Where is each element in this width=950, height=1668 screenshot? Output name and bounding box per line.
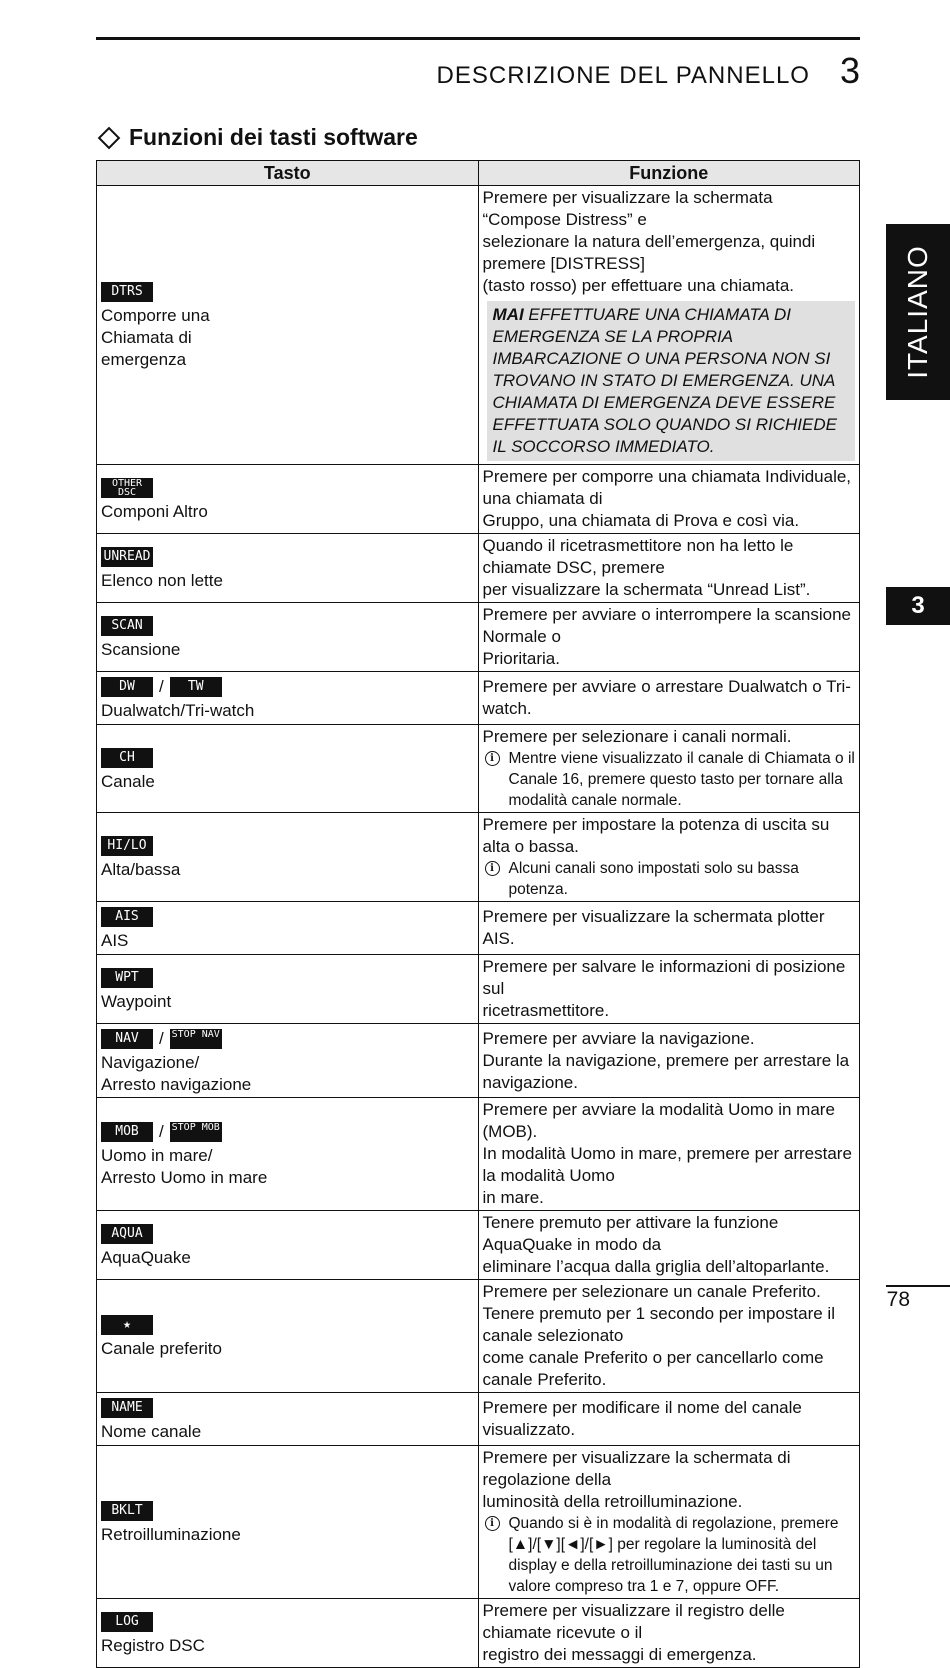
softkey-wpt: WPT (101, 968, 153, 988)
key-buttons (101, 1395, 474, 1421)
function-cell (478, 1211, 860, 1280)
key-name: Nome canale (101, 1422, 202, 1441)
key-buttons (101, 674, 474, 700)
info-note-text: Mentre viene visualizzato il canale di Chiamata o il Canale 16, premere questo tasto per tornare alla modalità canale normale. (508, 750, 855, 809)
key-cell (97, 1446, 479, 1599)
function-cell (478, 465, 860, 534)
key-buttons (101, 613, 474, 639)
key-name: Elenco non lette (101, 571, 223, 590)
key-buttons (101, 1312, 474, 1338)
function-cell (478, 1446, 860, 1599)
table-row (97, 534, 860, 603)
key-separator: / (159, 677, 164, 696)
key-buttons (101, 1498, 474, 1524)
softkey-mob: MOB (101, 1122, 153, 1142)
function-cell (478, 1098, 860, 1211)
softkey-name: NAME (101, 1398, 153, 1418)
softkey-ais: AIS (101, 907, 153, 927)
key-cell (97, 465, 479, 534)
softkey-nav: NAV (101, 1029, 153, 1049)
table-row (97, 1393, 860, 1446)
function-cell (478, 813, 860, 902)
top-rule (96, 37, 860, 40)
info-note (483, 748, 856, 811)
diamond-icon (98, 126, 121, 149)
chapter-number: 3 (839, 50, 860, 91)
function-text: ricetrasmettitore. (482, 1001, 610, 1020)
key-buttons (101, 904, 474, 930)
table-row (97, 955, 860, 1024)
function-text: Premere per modificare il nome del canale visualizzato. (482, 1398, 802, 1439)
key-cell (97, 186, 479, 465)
key-name: emergenza (101, 350, 187, 369)
key-cell (97, 902, 479, 955)
warning-emphasis: MAI (492, 305, 524, 324)
key-cell (97, 1599, 479, 1668)
key-name: Canale preferito (101, 1339, 222, 1358)
key-cell (97, 1024, 479, 1098)
softkey-aqua: AQUA (101, 1224, 153, 1244)
table-header-row (97, 161, 860, 186)
function-text: Premere per visualizzare la schermata “Compose Distress” e (482, 188, 773, 229)
function-text: Gruppo, una chiamata di Prova e così via. (482, 511, 800, 530)
key-name: Waypoint (101, 992, 172, 1011)
key-cell (97, 534, 479, 603)
language-label: ITALIANO (902, 245, 933, 379)
table-row (97, 1211, 860, 1280)
table-row (97, 1599, 860, 1668)
info-note-text: Alcuni canali sono impostati solo su bassa potenza. (508, 860, 799, 898)
warning-text: EFFETTUARE UNA CHIAMATA DI EMERGENZA SE LA PROPRIA IMBARCAZIONE O UNA PERSONA NON SI TROVANO IN STATO DI EMERGENZA. UNA CHIAMATA DI EMERGENZA DEVE ESSERE EFFETTUATA SOLO QUANDO SI RICHIEDE IL SOCCORSO IMMEDIATO. (492, 305, 837, 456)
function-text: selezionare la natura dell’emergenza, quindi premere [DISTRESS] (482, 232, 816, 273)
softkey-scan: SCAN (101, 616, 153, 636)
function-text: luminosità della retroilluminazione. (482, 1492, 743, 1511)
key-name: Arresto navigazione (101, 1074, 252, 1094)
function-text: Premere per avviare o arrestare Dualwatch o Tri-watch. (482, 677, 851, 718)
function-text: Premere per salvare le informazioni di posizione sul (482, 957, 846, 998)
function-cell (478, 725, 860, 813)
function-text: Premere per selezionare un canale Preferito. (482, 1282, 821, 1301)
key-name: Componi Altro (101, 502, 208, 521)
key-name: Chiamata di (101, 328, 192, 347)
info-note (483, 1513, 856, 1597)
softkey-dw: DW (101, 677, 153, 697)
key-buttons (101, 1221, 474, 1247)
key-name: Dualwatch/Tri-watch (101, 701, 255, 720)
key-buttons (101, 544, 474, 570)
softkey-bklt: BKLT (101, 1501, 153, 1521)
key-cell (97, 813, 479, 902)
table-body (97, 186, 860, 1668)
key-name: Comporre una (101, 306, 210, 325)
table-row (97, 1446, 860, 1599)
function-text: Tenere premuto per 1 secondo per impostare il canale selezionato (482, 1304, 835, 1345)
key-buttons (101, 1119, 474, 1145)
info-icon: i (485, 861, 500, 876)
function-text: Premere per selezionare i canali normali. (482, 727, 792, 746)
function-cell (478, 1024, 860, 1098)
softkey-log: LOG (101, 1612, 153, 1632)
section-title-text: Funzioni dei tasti software (129, 124, 418, 150)
softkey-hi-lo: HI/LO (101, 836, 153, 856)
function-text: Premere per impostare la potenza di uscita su alta o bassa. (482, 815, 830, 856)
function-text: (tasto rosso) per effettuare una chiamata. (482, 276, 795, 295)
function-cell (478, 902, 860, 955)
key-cell (97, 725, 479, 813)
chapter-title: DESCRIZIONE DEL PANNELLO (436, 62, 810, 89)
function-cell (478, 1393, 860, 1446)
function-text: eliminare l’acqua dalla griglia dell’altoparlante. (482, 1257, 830, 1276)
key-name: Alta/bassa (101, 860, 181, 879)
table-row (97, 902, 860, 955)
softkey-tw: TW (170, 677, 222, 697)
table-row (97, 672, 860, 725)
table-row (97, 603, 860, 672)
table-row (97, 813, 860, 902)
table-row (97, 1280, 860, 1393)
key-separator: / (159, 1122, 164, 1141)
softkey-ch: CH (101, 748, 153, 768)
info-note-text: Quando si è in modalità di regolazione, premere [▲]/[▼][◄]/[►] per regolare la luminosità del display e della retroilluminazione dei tasti su un valore compreso tra 1 e 7, oppure OFF. (508, 1515, 839, 1595)
software-keys-table (96, 160, 860, 1668)
function-text: In modalità Uomo in mare, premere per arrestare la modalità Uomo (482, 1144, 852, 1185)
key-buttons (101, 1026, 474, 1052)
key-cell (97, 1098, 479, 1211)
function-text: Durante la navigazione, premere per arrestare la navigazione. (482, 1050, 850, 1092)
function-text: registro dei messaggi di emergenza. (482, 1645, 757, 1664)
softkey-dtrs: DTRS (101, 282, 153, 302)
info-icon: i (485, 1516, 500, 1531)
table-row (97, 186, 860, 465)
key-buttons (101, 833, 474, 859)
function-cell (478, 1280, 860, 1393)
function-cell (478, 1599, 860, 1668)
key-name: AquaQuake (101, 1248, 191, 1267)
function-text: Premere per visualizzare il registro delle chiamate ricevute o il (482, 1601, 785, 1642)
function-text: Tenere premuto per attivare la funzione AquaQuake in modo da (482, 1213, 779, 1254)
key-buttons (101, 1609, 474, 1635)
function-cell (478, 955, 860, 1024)
softkey-favorite-star-icon: ★ (101, 1315, 153, 1335)
function-text: Prioritaria. (482, 649, 560, 668)
key-cell (97, 672, 479, 725)
key-cell (97, 1280, 479, 1393)
key-name: Retroilluminazione (101, 1525, 241, 1544)
key-cell (97, 955, 479, 1024)
page-number: 78 (886, 1288, 910, 1311)
key-cell (97, 603, 479, 672)
softkey-stop-mob: STOP MOB (170, 1122, 222, 1142)
info-icon: i (485, 751, 500, 766)
table-row (97, 725, 860, 813)
key-name: Arresto Uomo in mare (101, 1168, 268, 1187)
function-text: Premere per avviare la modalità Uomo in mare (MOB). (482, 1100, 835, 1141)
column-header-function: Funzione (478, 161, 860, 186)
function-text: Premere per avviare la navigazione. (482, 1028, 755, 1048)
info-note (483, 858, 856, 900)
key-name: AIS (101, 931, 129, 950)
function-text: Premere per visualizzare la schermata plotter AIS. (482, 907, 825, 948)
table-row (97, 1024, 860, 1098)
section-title (96, 124, 418, 151)
function-text: Premere per visualizzare la schermata di regolazione della (482, 1448, 791, 1489)
key-cell (97, 1211, 479, 1280)
softkey-other-dsc: OTHER DSC (101, 478, 153, 498)
key-name: Canale (101, 771, 155, 791)
softkey-unread: UNREAD (101, 547, 153, 567)
function-cell (478, 603, 860, 672)
function-text: per visualizzare la schermata “Unread List”. (482, 580, 811, 599)
key-buttons (101, 965, 474, 991)
chapter-side-tab: 3 (886, 587, 950, 625)
function-cell (478, 186, 860, 465)
chapter-header (437, 50, 860, 92)
function-text: Quando il ricetrasmettitore non ha letto le chiamate DSC, premere (482, 536, 794, 577)
key-name: Registro DSC (101, 1636, 205, 1655)
key-name: Navigazione/ (101, 1052, 200, 1072)
key-buttons (101, 745, 474, 771)
function-text: come canale Preferito o per cancellarlo come canale Preferito. (482, 1348, 824, 1389)
key-name: Uomo in mare/ (101, 1146, 213, 1165)
function-cell (478, 672, 860, 725)
key-buttons (101, 475, 474, 501)
function-cell (478, 534, 860, 603)
table-row (97, 465, 860, 534)
function-text: Premere per avviare o interrompere la scansione Normale o (482, 605, 852, 646)
column-header-key: Tasto (97, 161, 479, 186)
function-text: in mare. (482, 1188, 544, 1207)
key-cell (97, 1393, 479, 1446)
table-row (97, 1098, 860, 1211)
softkey-stop-nav: STOP NAV (170, 1029, 222, 1049)
key-name: Scansione (101, 640, 181, 659)
function-text: Premere per comporre una chiamata Individuale, una chiamata di (482, 467, 852, 508)
warning-box (487, 301, 856, 461)
language-side-tab (886, 224, 950, 400)
key-separator: / (159, 1028, 164, 1048)
page-number-rule (886, 1285, 950, 1287)
key-buttons (101, 279, 474, 305)
